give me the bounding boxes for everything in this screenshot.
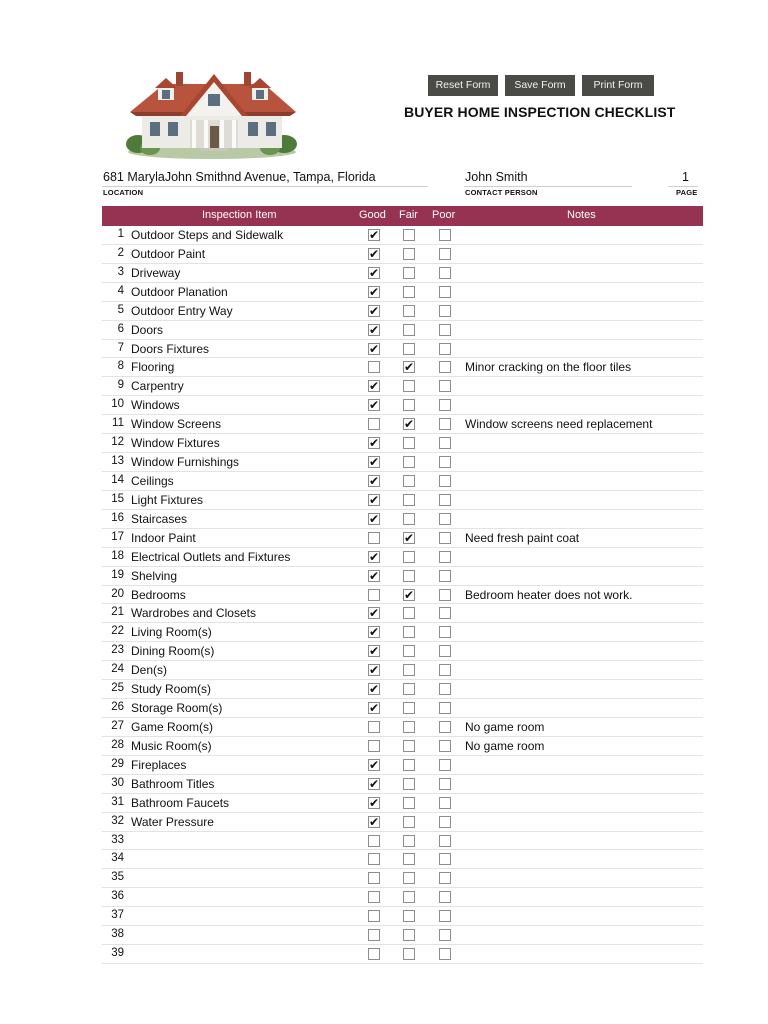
page-underline xyxy=(668,186,698,187)
table-row xyxy=(102,321,703,340)
fair-checkbox[interactable] xyxy=(403,267,415,279)
poor-checkbox[interactable] xyxy=(439,229,451,241)
header-poor: Poor xyxy=(432,209,456,221)
poor-checkbox[interactable] xyxy=(439,248,451,260)
inspection-item[interactable]: Doors Fixtures xyxy=(131,341,210,356)
table-header xyxy=(102,206,703,226)
table-row xyxy=(102,396,703,415)
fair-checkbox[interactable] xyxy=(403,683,415,695)
poor-checkbox[interactable] xyxy=(439,305,451,317)
table-row xyxy=(102,604,703,623)
inspection-item[interactable]: Storage Room(s) xyxy=(131,701,223,716)
inspection-item[interactable]: Indoor Paint xyxy=(131,530,196,545)
row-number: 30 xyxy=(111,776,124,789)
table-row xyxy=(102,491,703,510)
fair-checkbox[interactable] xyxy=(403,475,415,487)
good-checkbox[interactable]: ✔ xyxy=(369,455,380,470)
poor-checkbox[interactable] xyxy=(439,418,451,430)
table-row xyxy=(102,832,703,851)
row-number: 15 xyxy=(111,492,124,505)
good-checkbox[interactable]: ✔ xyxy=(369,379,380,394)
fair-checkbox[interactable] xyxy=(403,929,415,941)
table-row xyxy=(102,813,703,832)
fair-checkbox[interactable]: ✔ xyxy=(404,360,415,375)
good-checkbox[interactable]: ✔ xyxy=(369,492,380,507)
poor-checkbox[interactable] xyxy=(439,835,451,847)
table-row xyxy=(102,907,703,926)
print-form-button[interactable]: Print Form xyxy=(582,75,654,96)
table-row xyxy=(102,434,703,453)
good-checkbox[interactable]: ✔ xyxy=(369,511,380,526)
reset-form-button[interactable]: Reset Form xyxy=(428,75,498,96)
row-number: 1 xyxy=(117,228,124,240)
inspection-item[interactable]: Flooring xyxy=(131,360,175,375)
fair-checkbox[interactable] xyxy=(403,305,415,317)
fair-checkbox[interactable] xyxy=(403,721,415,733)
good-checkbox[interactable]: ✔ xyxy=(369,303,380,318)
good-checkbox[interactable] xyxy=(368,589,380,601)
poor-checkbox[interactable] xyxy=(439,948,451,960)
save-form-button[interactable]: Save Form xyxy=(505,75,575,96)
fair-checkbox[interactable] xyxy=(403,248,415,260)
row-number: 7 xyxy=(117,341,124,354)
fair-checkbox[interactable] xyxy=(403,872,415,884)
row-number: 10 xyxy=(111,398,124,411)
poor-checkbox[interactable] xyxy=(439,778,451,790)
fair-checkbox[interactable] xyxy=(403,570,415,582)
row-number: 13 xyxy=(111,455,124,468)
house-logo xyxy=(124,64,300,160)
good-checkbox[interactable] xyxy=(368,948,380,960)
row-number: 25 xyxy=(111,682,124,695)
fair-checkbox[interactable] xyxy=(403,399,415,411)
table-row xyxy=(102,245,703,264)
inspection-item[interactable]: Music Room(s) xyxy=(131,738,212,753)
fair-checkbox[interactable] xyxy=(403,229,415,241)
fair-checkbox[interactable] xyxy=(403,437,415,449)
inspection-item[interactable]: Dining Room(s) xyxy=(131,644,215,659)
header-notes: Notes xyxy=(567,209,596,221)
poor-checkbox[interactable] xyxy=(439,626,451,638)
table-row xyxy=(102,661,703,680)
row-number: 32 xyxy=(111,814,124,827)
good-checkbox[interactable] xyxy=(368,891,380,903)
good-checkbox[interactable]: ✔ xyxy=(369,814,380,829)
poor-checkbox[interactable] xyxy=(439,475,451,487)
fair-checkbox[interactable] xyxy=(403,835,415,847)
poor-checkbox[interactable] xyxy=(439,645,451,657)
poor-checkbox[interactable] xyxy=(439,759,451,771)
fair-checkbox[interactable] xyxy=(403,343,415,355)
poor-checkbox[interactable] xyxy=(439,343,451,355)
poor-checkbox[interactable] xyxy=(439,551,451,563)
poor-checkbox[interactable] xyxy=(439,721,451,733)
row-number: 19 xyxy=(111,568,124,581)
row-number: 5 xyxy=(117,303,124,316)
table-row xyxy=(102,926,703,945)
table-row xyxy=(102,699,703,718)
good-checkbox[interactable]: ✔ xyxy=(369,265,380,280)
inspection-item[interactable]: Driveway xyxy=(131,265,181,280)
inspection-item[interactable]: Shelving xyxy=(131,568,178,583)
fair-checkbox[interactable]: ✔ xyxy=(404,587,415,602)
row-number: 4 xyxy=(117,284,124,297)
good-checkbox[interactable]: ✔ xyxy=(369,246,380,261)
notes-field[interactable]: Need fresh paint coat xyxy=(465,530,580,545)
poor-checkbox[interactable] xyxy=(439,570,451,582)
poor-checkbox[interactable] xyxy=(439,740,451,752)
inspection-item[interactable]: Bathroom Titles xyxy=(131,776,215,791)
fair-checkbox[interactable] xyxy=(403,702,415,714)
header-good: Good xyxy=(359,209,386,221)
good-checkbox[interactable] xyxy=(368,418,380,430)
good-checkbox[interactable]: ✔ xyxy=(369,701,380,716)
fair-checkbox[interactable] xyxy=(403,626,415,638)
table-row xyxy=(102,567,703,586)
poor-checkbox[interactable] xyxy=(439,683,451,695)
poor-checkbox[interactable] xyxy=(439,267,451,279)
table-row xyxy=(102,888,703,907)
table-row xyxy=(102,548,703,567)
row-number: 33 xyxy=(111,833,124,846)
fair-checkbox[interactable] xyxy=(403,948,415,960)
row-number: 3 xyxy=(117,265,124,278)
inspection-table xyxy=(102,206,703,964)
good-checkbox[interactable]: ✔ xyxy=(369,284,380,299)
inspection-item[interactable]: Electrical Outlets and Fixtures xyxy=(131,549,291,564)
fair-checkbox[interactable] xyxy=(403,816,415,828)
notes-field[interactable]: Minor cracking on the floor tiles xyxy=(465,360,632,375)
page-number-field[interactable]: 1 xyxy=(682,170,689,184)
poor-checkbox[interactable] xyxy=(439,702,451,714)
table-body xyxy=(102,226,703,964)
table-row xyxy=(102,737,703,756)
good-checkbox[interactable]: ✔ xyxy=(369,473,380,488)
inspection-item[interactable]: Doors xyxy=(131,322,164,337)
table-row xyxy=(102,586,703,605)
row-number: 22 xyxy=(111,625,124,638)
fair-checkbox[interactable]: ✔ xyxy=(404,530,415,545)
fair-checkbox[interactable] xyxy=(403,664,415,676)
inspection-item[interactable]: Outdoor Planation xyxy=(131,284,228,299)
fair-checkbox[interactable] xyxy=(403,513,415,525)
table-row xyxy=(102,794,703,813)
poor-checkbox[interactable] xyxy=(439,853,451,865)
inspection-item[interactable]: Windows xyxy=(131,398,180,413)
page-label: PAGE xyxy=(676,188,698,197)
inspection-item[interactable]: Window Screens xyxy=(131,417,222,432)
row-number: 20 xyxy=(111,587,124,600)
fair-checkbox[interactable] xyxy=(403,324,415,336)
row-number: 23 xyxy=(111,644,124,657)
poor-checkbox[interactable] xyxy=(439,929,451,941)
row-number: 8 xyxy=(117,360,124,373)
good-checkbox[interactable]: ✔ xyxy=(369,322,380,337)
table-row xyxy=(102,453,703,472)
row-number: 14 xyxy=(111,473,124,486)
location-underline xyxy=(102,186,428,187)
row-number: 21 xyxy=(111,606,124,619)
fair-checkbox[interactable] xyxy=(403,797,415,809)
inspection-item[interactable]: Window Furnishings xyxy=(131,455,240,470)
table-row xyxy=(102,264,703,283)
poor-checkbox[interactable] xyxy=(439,456,451,468)
good-checkbox[interactable] xyxy=(368,872,380,884)
row-number: 18 xyxy=(111,549,124,562)
form-title: BUYER HOME INSPECTION CHECKLIST xyxy=(404,104,676,120)
inspection-item[interactable]: Window Fixtures xyxy=(131,436,220,451)
table-row xyxy=(102,358,703,377)
good-checkbox[interactable]: ✔ xyxy=(369,606,380,621)
poor-checkbox[interactable] xyxy=(439,286,451,298)
table-row xyxy=(102,680,703,699)
notes-field[interactable]: No game room xyxy=(465,738,545,753)
table-row xyxy=(102,226,703,245)
poor-checkbox[interactable] xyxy=(439,872,451,884)
fair-checkbox[interactable] xyxy=(403,853,415,865)
fair-checkbox[interactable] xyxy=(403,551,415,563)
row-number: 12 xyxy=(111,436,124,449)
inspection-item[interactable]: Outdoor Entry Way xyxy=(131,303,233,318)
table-row xyxy=(102,283,703,302)
row-number: 36 xyxy=(111,890,124,903)
fair-checkbox[interactable] xyxy=(403,740,415,752)
poor-checkbox[interactable] xyxy=(439,361,451,373)
row-number: 16 xyxy=(111,511,124,524)
fair-checkbox[interactable] xyxy=(403,891,415,903)
good-checkbox[interactable] xyxy=(368,835,380,847)
inspection-item[interactable]: Game Room(s) xyxy=(131,719,214,734)
inspection-item[interactable]: Carpentry xyxy=(131,379,184,394)
table-row xyxy=(102,756,703,775)
table-row xyxy=(102,869,703,888)
good-checkbox[interactable]: ✔ xyxy=(369,436,380,451)
fair-checkbox[interactable]: ✔ xyxy=(404,417,415,432)
table-row xyxy=(102,472,703,491)
good-checkbox[interactable] xyxy=(368,740,380,752)
good-checkbox[interactable]: ✔ xyxy=(369,228,380,242)
contact-underline xyxy=(464,186,632,187)
poor-checkbox[interactable] xyxy=(439,513,451,525)
poor-checkbox[interactable] xyxy=(439,589,451,601)
row-number: 37 xyxy=(111,909,124,922)
poor-checkbox[interactable] xyxy=(439,607,451,619)
table-row xyxy=(102,340,703,359)
good-checkbox[interactable] xyxy=(368,721,380,733)
inspection-item[interactable]: Wardrobes and Closets xyxy=(131,606,256,621)
row-number: 38 xyxy=(111,928,124,941)
inspection-item[interactable]: Bedrooms xyxy=(131,587,186,602)
fair-checkbox[interactable] xyxy=(403,456,415,468)
good-checkbox[interactable] xyxy=(368,910,380,922)
poor-checkbox[interactable] xyxy=(439,532,451,544)
row-number: 29 xyxy=(111,757,124,770)
poor-checkbox[interactable] xyxy=(439,891,451,903)
header-inspection-item: Inspection Item xyxy=(202,209,277,221)
inspection-item[interactable]: Outdoor Steps and Sidewalk xyxy=(131,228,284,242)
table-row xyxy=(102,850,703,869)
row-number: 24 xyxy=(111,663,124,676)
table-row xyxy=(102,775,703,794)
inspection-item[interactable]: Fireplaces xyxy=(131,757,187,772)
fair-checkbox[interactable] xyxy=(403,494,415,506)
inspection-item[interactable]: Bathroom Faucets xyxy=(131,795,230,810)
poor-checkbox[interactable] xyxy=(439,816,451,828)
good-checkbox[interactable]: ✔ xyxy=(369,625,380,640)
row-number: 27 xyxy=(111,719,124,732)
row-number: 39 xyxy=(111,947,124,960)
poor-checkbox[interactable] xyxy=(439,797,451,809)
row-number: 35 xyxy=(111,871,124,884)
good-checkbox[interactable] xyxy=(368,361,380,373)
inspection-item[interactable]: Staircases xyxy=(131,511,188,526)
good-checkbox[interactable]: ✔ xyxy=(369,682,380,697)
fair-checkbox[interactable] xyxy=(403,645,415,657)
fair-checkbox[interactable] xyxy=(403,759,415,771)
good-checkbox[interactable]: ✔ xyxy=(369,776,380,791)
inspection-item[interactable]: Living Room(s) xyxy=(131,625,212,640)
location-label: LOCATION xyxy=(103,188,144,197)
poor-checkbox[interactable] xyxy=(439,494,451,506)
good-checkbox[interactable]: ✔ xyxy=(369,644,380,659)
poor-checkbox[interactable] xyxy=(439,324,451,336)
good-checkbox[interactable] xyxy=(368,853,380,865)
row-number: 6 xyxy=(117,322,124,335)
header-fair: Fair xyxy=(399,209,418,221)
contact-person-field[interactable]: John Smith xyxy=(465,170,528,184)
table-row xyxy=(102,529,703,548)
fair-checkbox[interactable] xyxy=(403,380,415,392)
row-number: 34 xyxy=(111,852,124,865)
inspection-item[interactable]: Light Fixtures xyxy=(131,492,204,507)
row-number: 31 xyxy=(111,795,124,808)
good-checkbox[interactable]: ✔ xyxy=(369,795,380,810)
notes-field[interactable]: No game room xyxy=(465,719,545,734)
fair-checkbox[interactable] xyxy=(403,778,415,790)
poor-checkbox[interactable] xyxy=(439,437,451,449)
contact-person-label: CONTACT PERSON xyxy=(465,188,538,197)
inspection-item[interactable]: Outdoor Paint xyxy=(131,246,206,261)
row-number: 2 xyxy=(117,246,124,259)
table-row xyxy=(102,377,703,396)
row-number: 17 xyxy=(111,530,124,543)
good-checkbox[interactable]: ✔ xyxy=(369,398,380,413)
row-number: 26 xyxy=(111,701,124,714)
location-field[interactable]: 681 MarylaJohn Smithnd Avenue, Tampa, Florida xyxy=(103,170,376,184)
table-row xyxy=(102,302,703,321)
good-checkbox[interactable]: ✔ xyxy=(369,663,380,678)
good-checkbox[interactable]: ✔ xyxy=(369,549,380,564)
poor-checkbox[interactable] xyxy=(439,910,451,922)
good-checkbox[interactable]: ✔ xyxy=(369,341,380,356)
table-row xyxy=(102,415,703,434)
table-row xyxy=(102,510,703,529)
fair-checkbox[interactable] xyxy=(403,286,415,298)
good-checkbox[interactable]: ✔ xyxy=(369,757,380,772)
inspection-item[interactable]: Den(s) xyxy=(131,663,168,678)
table-row xyxy=(102,642,703,661)
row-number: 11 xyxy=(112,417,124,430)
row-number: 28 xyxy=(111,738,124,751)
inspection-item[interactable]: Ceilings xyxy=(131,473,174,488)
fair-checkbox[interactable] xyxy=(403,607,415,619)
poor-checkbox[interactable] xyxy=(439,399,451,411)
good-checkbox[interactable] xyxy=(368,929,380,941)
fair-checkbox[interactable] xyxy=(403,910,415,922)
table-row xyxy=(102,718,703,737)
good-checkbox[interactable]: ✔ xyxy=(369,568,380,583)
row-number: 9 xyxy=(117,379,124,392)
poor-checkbox[interactable] xyxy=(439,380,451,392)
poor-checkbox[interactable] xyxy=(439,664,451,676)
good-checkbox[interactable] xyxy=(368,532,380,544)
table-row xyxy=(102,945,703,964)
inspection-item[interactable]: Water Pressure xyxy=(131,814,214,829)
form-toolbar xyxy=(428,75,661,96)
inspection-item[interactable]: Study Room(s) xyxy=(131,682,212,697)
table-row xyxy=(102,623,703,642)
notes-field[interactable]: Bedroom heater does not work. xyxy=(465,587,633,602)
notes-field[interactable]: Window screens need replacement xyxy=(465,417,653,432)
